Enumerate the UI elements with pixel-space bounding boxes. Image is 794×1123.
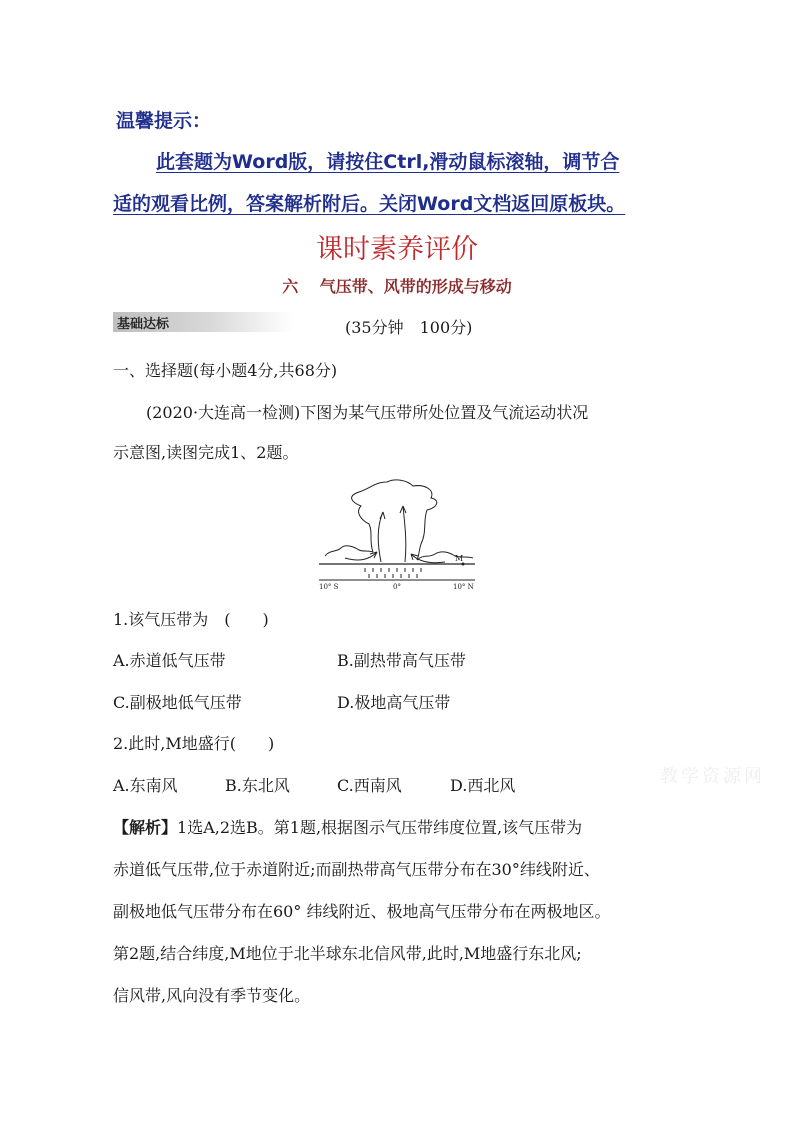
q2-option-b: B.东北风	[225, 776, 290, 795]
label-10n: 10° N	[453, 583, 474, 590]
label-0: 0°	[393, 583, 401, 590]
section-tag-label: 基础达标	[117, 317, 170, 332]
label-10s: 10° S	[319, 583, 339, 590]
q1-option-b: B.副热带高气压带	[337, 651, 466, 670]
time-note: (35分钟 100分)	[345, 318, 473, 337]
analysis-line-5: 信风带,风向没有季节变化。	[113, 986, 311, 1005]
updraft-arrow-right	[403, 506, 406, 562]
tip-line-1: 此套题为Word版，请按住Ctrl,滑动鼠标滚轴，调节合	[156, 151, 620, 173]
analysis-line-1	[113, 815, 582, 838]
q1-option-d: D.极地高气压带	[337, 693, 451, 712]
tip-line-2: 适的观看比例，答案解析附后。关闭Word文档返回原板块。	[113, 193, 626, 215]
intro-line-2: 示意图,读图完成1、2题。	[113, 443, 299, 462]
watermark: 教学资源网	[660, 766, 765, 787]
analysis-tag: 【解析】	[113, 818, 178, 837]
right-cloud-base	[417, 552, 473, 560]
pressure-belt-diagram	[315, 472, 480, 590]
q2-stem: 2.此时,M地盛行( )	[113, 734, 275, 753]
part-heading: 一、选择题(每小题4分,共68分)	[113, 361, 338, 380]
analysis-text-1: 1选A,2选B。第1题,根据图示气压带纬度位置,该气压带为	[177, 818, 583, 837]
analysis-line-4: 第2题,结合纬度,M地位于北半球东北信风带,此时,M地盛行东北风;	[113, 944, 582, 963]
q2-option-c: C.西南风	[337, 776, 402, 795]
updraft-arrow-left	[378, 512, 383, 562]
q1-option-a: A.赤道低气压带	[113, 651, 226, 670]
analysis-line-2: 赤道低气压带,位于赤道附近;而副热带高气压带分布在30°纬线附近、	[113, 860, 600, 879]
q1-stem: 1.该气压带为 ( )	[113, 610, 269, 629]
lesson-subtitle: 六 气压带、风带的形成与移动	[282, 277, 512, 296]
left-cloud-base	[325, 546, 373, 556]
section-tag-bar	[113, 312, 293, 332]
analysis-line-3: 副极地低气压带分布在60° 纬线附近、极地高气压带分布在两极地区。	[113, 902, 611, 921]
rain-dashes	[365, 568, 421, 578]
intro-line-1: (2020·大连高一检测)下图为某气压带所处位置及气流运动状况	[146, 403, 589, 422]
cumulus-cloud	[352, 480, 437, 560]
label-m: M	[455, 554, 464, 563]
q2-option-d: D.西北风	[450, 776, 516, 795]
page-title: 课时素养评价	[316, 234, 478, 265]
tip-title: 温馨提示：	[116, 110, 212, 132]
q1-option-c: C.副极地低气压带	[113, 693, 242, 712]
q2-option-a: A.东南风	[113, 776, 178, 795]
